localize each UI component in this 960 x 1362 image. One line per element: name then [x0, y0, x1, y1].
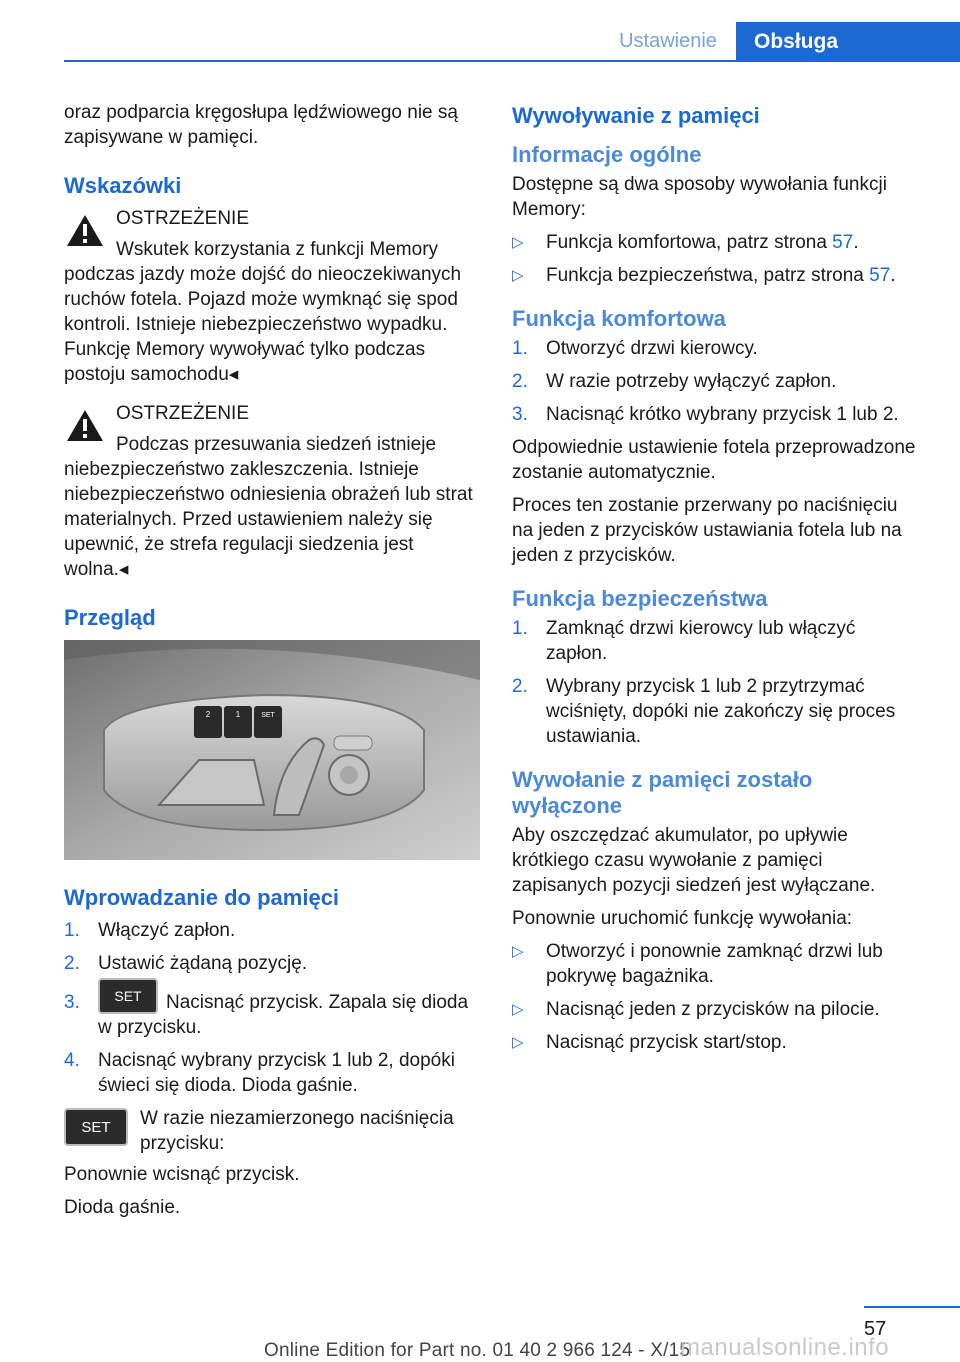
recall-off-paragraph-2: Ponownie uruchomić funkcję wywołania:	[512, 908, 853, 929]
tab-ustawienie[interactable]: Ustawienie	[619, 29, 717, 52]
recall-off-paragraph-1: Aby oszczędzać akumulator, po upływie krótkiego czasu wywołanie z pamięci zapisanych pozycji siedzeń jest wyłączane.	[512, 825, 876, 896]
recall-heading: Wywoływanie z pamięci	[512, 103, 760, 128]
recall-off-heading: Wywołanie z pamięci zostało wyłączone	[512, 767, 813, 818]
warning-icon	[64, 210, 106, 252]
list-item: 2. W razie potrzeby wyłączyć zapłon.	[512, 371, 837, 392]
footer-rule	[864, 1306, 960, 1308]
set-note-block	[64, 1106, 480, 1156]
set-button-icon	[64, 1108, 128, 1146]
general-text: Dostępne są dwa sposoby wywołania funkcji Memory:	[512, 174, 887, 220]
store-heading: Wprowadzanie do pamięci	[64, 885, 340, 910]
safety-steps	[512, 616, 918, 749]
left-column	[64, 100, 480, 1228]
tab-obsluga[interactable]: Obsługa	[736, 22, 960, 62]
warning-block-1	[64, 206, 480, 387]
photo-button-1: 1	[235, 710, 241, 719]
overview-heading: Przegląd	[64, 605, 156, 630]
warning-2-text: Podczas przesuwania siedzeń istnieje niebezpieczeństwo zakleszczenia. Istnieje niebezpieczeństwo odniesienia obrażeń lub strat materialnych. Przed ustawieniem należy się upewnić, że strefa regulacji siedzenia jest wolna.◂	[64, 434, 473, 580]
page-number: 57	[864, 1318, 887, 1340]
warning-1-text: Wskutek korzystania z funkcji Memory podczas jazdy może dojść do nieoczekiwanych ruchów fotela. Pojazd może wymknąć się spod kontroli. Istnieje niebezpieczeństwo wypadku. Funkcję Memory wywoływać tylko podczas postoju samochodu◂	[64, 239, 462, 385]
safety-heading: Funkcja bezpieczeństwa	[512, 586, 768, 611]
watermark: manualsonline.info	[680, 1334, 890, 1361]
comfort-paragraph-2: Proces ten zostanie przerwany po naciśnięciu na jeden z przycisków ustawiania fotela lub na jeden z przycisków.	[512, 495, 902, 566]
list-item: 1. Włączyć zapłon.	[64, 920, 236, 941]
warning-2-head: OSTRZEŻENIE	[116, 403, 250, 424]
list-item: 3. Nacisnąć krótko wybrany przycisk 1 lub 2.	[512, 404, 899, 425]
list-item: ▷ Funkcja komfortowa, patrz strona 57.	[512, 232, 859, 253]
list-item: 4. Nacisnąć wybrany przycisk 1 lub 2, dopóki świeci się dioda. Dioda gaśnie.	[64, 1050, 455, 1096]
comfort-heading: Funkcja komfortowa	[512, 306, 726, 331]
svg-text:SET: SET	[81, 1119, 111, 1136]
list-item: ▷ Otworzyć i ponownie zamknąć drzwi lub pokrywę bagażnika.	[512, 941, 883, 987]
list-item: ▷ Nacisnąć przycisk start/stop.	[512, 1032, 787, 1053]
list-item: 1. Otworzyć drzwi kierowcy.	[512, 338, 758, 359]
recall-off-list	[512, 939, 918, 1055]
edition-footer: Online Edition for Part no. 01 40 2 966 124 - X/15	[264, 1340, 691, 1361]
warning-1-head: OSTRZEŻENIE	[116, 208, 250, 229]
led-off-text: Dioda gaśnie.	[64, 1197, 181, 1218]
general-list	[512, 230, 918, 288]
list-item: ▷ Nacisnąć jeden z przycisków na pilocie.	[512, 999, 880, 1020]
page-link[interactable]: 57	[832, 232, 854, 253]
svg-text:SET: SET	[114, 987, 142, 1004]
list-item: 3. SET Nacisnąć przycisk. Zapala się dioda w przycisku.	[64, 990, 480, 1040]
hints-heading: Wskazówki	[64, 173, 182, 198]
seat-controls-photo	[64, 640, 480, 860]
again-text: Ponownie wcisnąć przycisk.	[64, 1164, 300, 1185]
page-link[interactable]: 57	[869, 265, 891, 286]
header-rule	[64, 60, 960, 62]
store-steps	[64, 918, 480, 1098]
general-heading: Informacje ogólne	[512, 142, 702, 167]
warning-block-2	[64, 401, 480, 582]
intro-paragraph: oraz podparcia kręgosłupa lędźwiowego nie są zapisywane w pamięci.	[64, 102, 458, 148]
list-item: 1. Zamknąć drzwi kierowcy lub włączyć zapłon.	[512, 618, 856, 664]
comfort-steps	[512, 336, 918, 427]
list-item: ▷ Funkcja bezpieczeństwa, patrz strona 57.	[512, 265, 896, 286]
list-item: 2. Wybrany przycisk 1 lub 2 przytrzymać wciśnięty, dopóki nie zakończy się proces ustawiania.	[512, 676, 896, 747]
set-button-icon	[98, 978, 158, 1014]
warning-icon	[64, 405, 106, 447]
set-note-text: W razie niezamierzonego naciśnięcia przycisku:	[140, 1108, 454, 1154]
photo-button-set: SET	[261, 712, 275, 719]
list-item: 2. Ustawić żądaną pozycję.	[64, 953, 308, 974]
comfort-paragraph-1: Odpowiednie ustawienie fotela przeprowadzone zostanie automatycznie.	[512, 437, 916, 483]
photo-button-2: 2	[205, 710, 211, 719]
right-column	[512, 100, 918, 1063]
